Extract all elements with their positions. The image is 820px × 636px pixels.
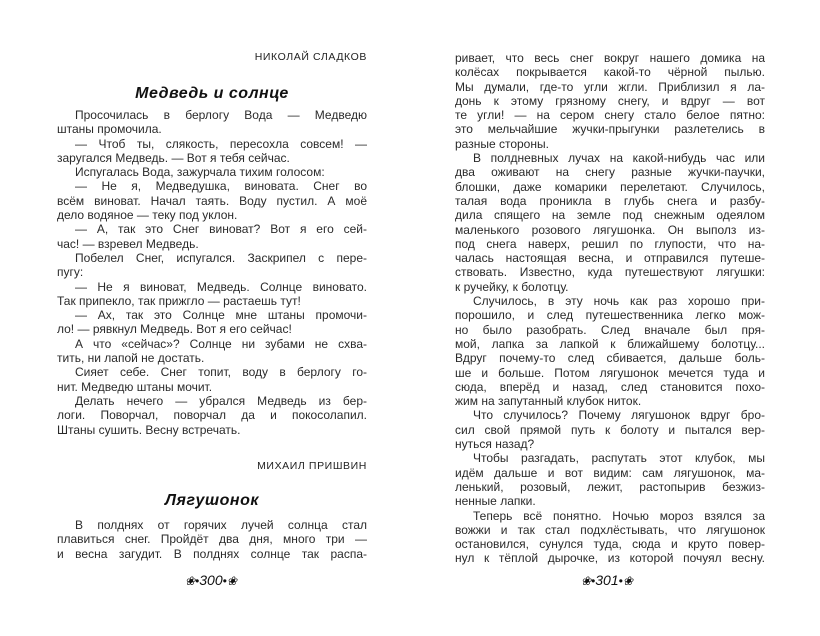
text-line: Чтобы разгадать, распутать этот клубок, мы: [473, 451, 765, 466]
text-line: Теперь всё понятно. Ночью мороз взялся за: [473, 508, 765, 523]
text-line: логи. Поворчал, поворчал да и покосолапил.: [57, 408, 367, 423]
text-line: дело водяное — теку под уклон.: [57, 208, 238, 223]
text-line: — А, так это Снег виноват? Вот я его сей-: [75, 222, 367, 237]
text-line: те угли! — на сером снегу стало белое пятно:: [455, 108, 765, 123]
text-line: Штаны сушить. Весну встречать.: [57, 422, 241, 437]
text-line: Так припекло, так прижгло — растаешь тут!: [57, 293, 301, 308]
text-line: маленького розового лягушонка. Он выполз из-: [455, 222, 765, 237]
ornament-right-icon: •❀: [618, 574, 633, 588]
text-line: чалась настоящая весна, и отправился путеше-: [455, 251, 765, 266]
story-text: [455, 51, 765, 566]
story-author: МИХАИЛ ПРИШВИН: [257, 460, 367, 472]
text-line: дила спящего на земле под снежным одеялом: [455, 208, 765, 223]
story-text: [57, 518, 367, 561]
text-line: под снега наверх, решил по глупости, что на-: [455, 236, 765, 251]
text-line: тить, ни лапой не достать.: [57, 351, 205, 366]
text-line: ствовать. Известно, куда путешествуют лягушки:: [455, 265, 765, 280]
ornament-right-icon: •❀: [222, 574, 237, 588]
page-number-text: 301: [595, 572, 619, 588]
text-line: донь к этому грязному снегу, и вдруг — вот: [455, 93, 765, 108]
text-line: — Не я виноват, Медведь. Солнце виновато.: [75, 279, 367, 294]
text-line: ненные лапки.: [455, 494, 536, 509]
text-line: Сияет себе. Снег топит, воду в берлогу го-: [75, 365, 367, 380]
ornament-left-icon: ❀•: [581, 574, 596, 588]
text-line: но было разобрать. След вначале был пря-: [455, 322, 765, 337]
text-line: разные стороны.: [455, 136, 549, 151]
text-line: пугу:: [57, 265, 84, 280]
text-line: заругался Медведь. — Вот я тебя сейчас.: [57, 150, 290, 165]
text-line: колёсах покрывается какой-то чёрной пылью.: [455, 65, 765, 80]
story-author: НИКОЛАЙ СЛАДКОВ: [254, 51, 367, 63]
right-page: [455, 0, 765, 636]
text-line: ло! — рявкнул Медведь. Вот я его сейчас!: [57, 322, 292, 337]
text-line: нит. Медведю штаны мочит.: [57, 379, 213, 394]
text-line: Мы думали, где-то угли жгли. Приблизил я ла-: [455, 79, 765, 94]
text-line: порошило, и след путешественника легко мож-: [455, 308, 765, 323]
story-title: Медведь и солнце: [135, 85, 289, 102]
page-number-text: 300: [199, 572, 223, 588]
text-line: всём виноват. Начал таять. Воду пустил. А моё: [57, 193, 367, 208]
text-line: к ручейку, к болотцу.: [455, 279, 569, 294]
text-line: Что случилось? Почему лягушонок вдруг бро-: [473, 408, 765, 423]
text-line: сил свой прямой путь к болоту и пытался вер-: [455, 422, 765, 437]
text-line: Побелел Снег, испугался. Заскрипел с пере-: [75, 250, 367, 265]
left-page: [57, 0, 367, 636]
text-line: Испугалась Вода, зажурчала тихим голосом:: [75, 165, 325, 180]
ornament-left-icon: ❀•: [185, 574, 200, 588]
text-line: — Чтоб ты, слякость, пересохла совсем! —: [75, 136, 367, 151]
text-line: ривает, что весь снег вокруг нашего домика на: [455, 51, 765, 65]
text-line: В полднях от горячих лучей солнца стал: [75, 518, 367, 532]
text-line: ше и больше. Потом лягушонок мечется туда и: [455, 365, 765, 380]
text-line: нуться назад?: [455, 437, 535, 452]
text-line: и весна загудит. В полднях солнце так распа-: [57, 546, 367, 561]
text-line: идём дальше и вот видим: сам лягушонок, ма-: [455, 465, 765, 480]
text-line: Вдруг почему-то след сбивается, дальше боль-: [455, 351, 765, 366]
text-line: это мельчайшие жучки-прыгунки разлетелись в: [455, 122, 765, 137]
text-line: жим на запутанный клубок ниток.: [455, 394, 642, 409]
text-line: штаны промочила.: [57, 122, 162, 137]
text-line: Случилось, в эту ночь как раз хорошо при-: [473, 294, 765, 309]
story-text: [57, 108, 367, 437]
text-line: — Ах, так это Солнце мне штаны промочи-: [75, 308, 367, 323]
text-line: вожжи и так стал подхлёстывать, что лягушонок: [455, 522, 765, 537]
text-line: нул к тёплой дырочке, из которой почуял весну.: [455, 551, 765, 566]
page-number: [581, 571, 633, 590]
text-line: Просочилась в берлогу Вода — Медведю: [75, 108, 367, 122]
text-line: сюда, вперёд и назад, след становится похо-: [455, 379, 765, 394]
text-line: час! — взревел Медведь.: [57, 236, 199, 251]
text-line: остановился, сунулся туда, сюда и круто повер-: [455, 537, 765, 552]
text-line: ленький, розовый, лежит, растопырив безжиз-: [455, 479, 765, 494]
text-line: два оживают на снегу разные жучки-паучки,: [455, 165, 765, 180]
text-line: блошки, даже комарики перелетают. Случилось,: [455, 179, 765, 194]
text-line: А что «сейчас»? Солнце ни зубами не схва-: [75, 336, 367, 351]
text-line: — Не я, Медведушка, виновата. Снег во: [75, 179, 367, 194]
text-line: мой, лапка за лапкой к ближайшему болотцу...: [455, 336, 765, 351]
text-line: плавиться снег. Пройдёт два дня, много три —: [57, 532, 367, 547]
text-line: В полдневных лучах на какой-нибудь час или: [473, 151, 765, 166]
story-title: Лягушонок: [165, 492, 259, 509]
page-number: [185, 571, 237, 590]
text-line: талая вода проникла в глубь снега и разбу-: [455, 193, 765, 208]
text-line: Делать нечего — убрался Медведь из бер-: [75, 393, 367, 408]
